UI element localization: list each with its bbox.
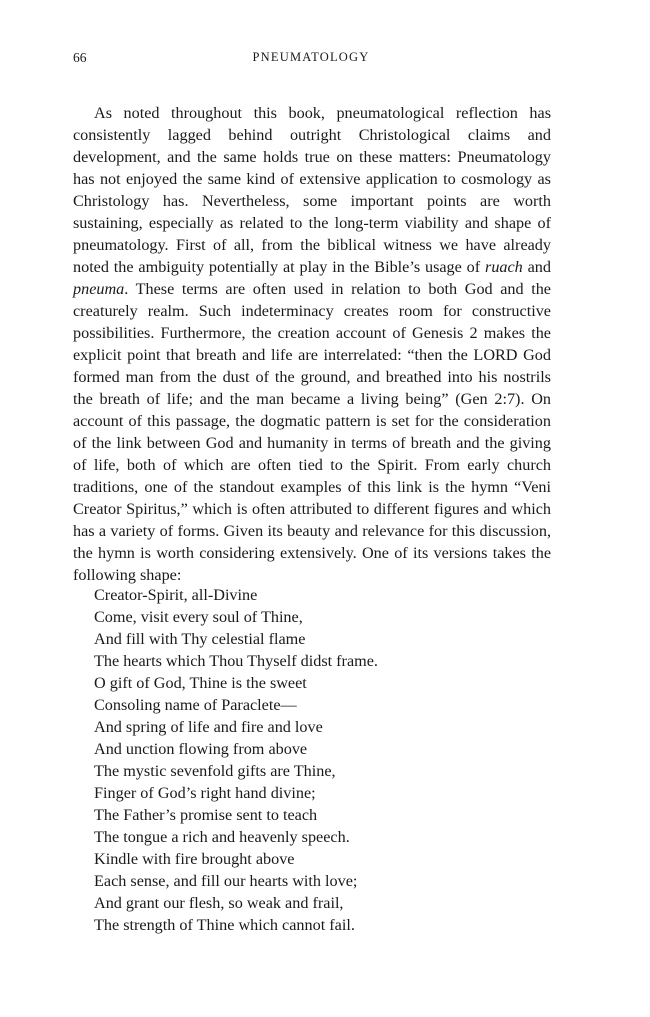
- poem-line: And grant our flesh, so weak and frail,: [94, 894, 344, 912]
- paragraph-text-2: . These terms are often used in relation to both God and the creaturely realm. Such indeterminacy creates room for constructive possibilities. Furthermore, the creation account of Genesis 2 makes the explicit point that breath and life are interrelated: “then the LORD God formed man from the dust of the ground, and breathed into his nostrils the breath of life; and the man became a living being” (Gen 2:7). On account of this passage, the dogmatic pattern is set for the consideration of the link between God and humanity in terms of breath and the giving of life, both of which are often tied to the Spirit. From early church traditions, one of the standout examples of this link is the hymn “Veni Creator Spiritus,” which is often attributed to different figures and which has a variety of forms. Given its beauty and relevance for this discussion, the hymn is worth considering extensively. One of its versions takes the following shape:: [73, 280, 551, 584]
- poem-line: The strength of Thine which cannot fail.: [94, 916, 355, 934]
- page-number: 66: [73, 50, 87, 65]
- page-header: [73, 50, 549, 70]
- poem-line: Kindle with fire brought above: [94, 850, 295, 868]
- paragraph-conjunction: and: [522, 258, 551, 276]
- poem-line: Each sense, and fill our hearts with love;: [94, 872, 358, 890]
- body-paragraph: [73, 102, 551, 586]
- poem-line: O gift of God, Thine is the sweet: [94, 674, 307, 692]
- running-head: PNEUMATOLOGY: [252, 50, 370, 64]
- hymn-verse: [94, 584, 378, 936]
- poem-line: Finger of God’s right hand divine;: [94, 784, 316, 802]
- poem-line: Come, visit every soul of Thine,: [94, 608, 303, 626]
- term-pneuma: pneuma: [73, 280, 125, 298]
- poem-line: The mystic sevenfold gifts are Thine,: [94, 762, 336, 780]
- poem-line: Creator-Spirit, all-Divine: [94, 586, 258, 604]
- paragraph-text-1: As noted throughout this book, pneumatological reflection has consistently lagged behind outright Christological claims and development, and the same holds true on these matters: Pneumatology has not enjoyed the same kind of extensive application to cosmology as Christology has. Nevertheless, some important points are worth sustaining, especially as related to the long-term viability and shape of pneumatology. First of all, from the biblical witness we have already noted the ambiguity potentially at play in the Bible’s usage of: [73, 104, 551, 276]
- poem-line: The Father’s promise sent to teach: [94, 806, 318, 824]
- poem-line: Consoling name of Paraclete—: [94, 696, 297, 714]
- poem-line: The tongue a rich and heavenly speech.: [94, 828, 350, 846]
- term-ruach: ruach: [485, 258, 523, 276]
- poem-line: And fill with Thy celestial flame: [94, 630, 306, 648]
- poem-line: The hearts which Thou Thyself didst frame.: [94, 652, 378, 670]
- poem-line: And spring of life and fire and love: [94, 718, 323, 736]
- poem-line: And unction flowing from above: [94, 740, 308, 758]
